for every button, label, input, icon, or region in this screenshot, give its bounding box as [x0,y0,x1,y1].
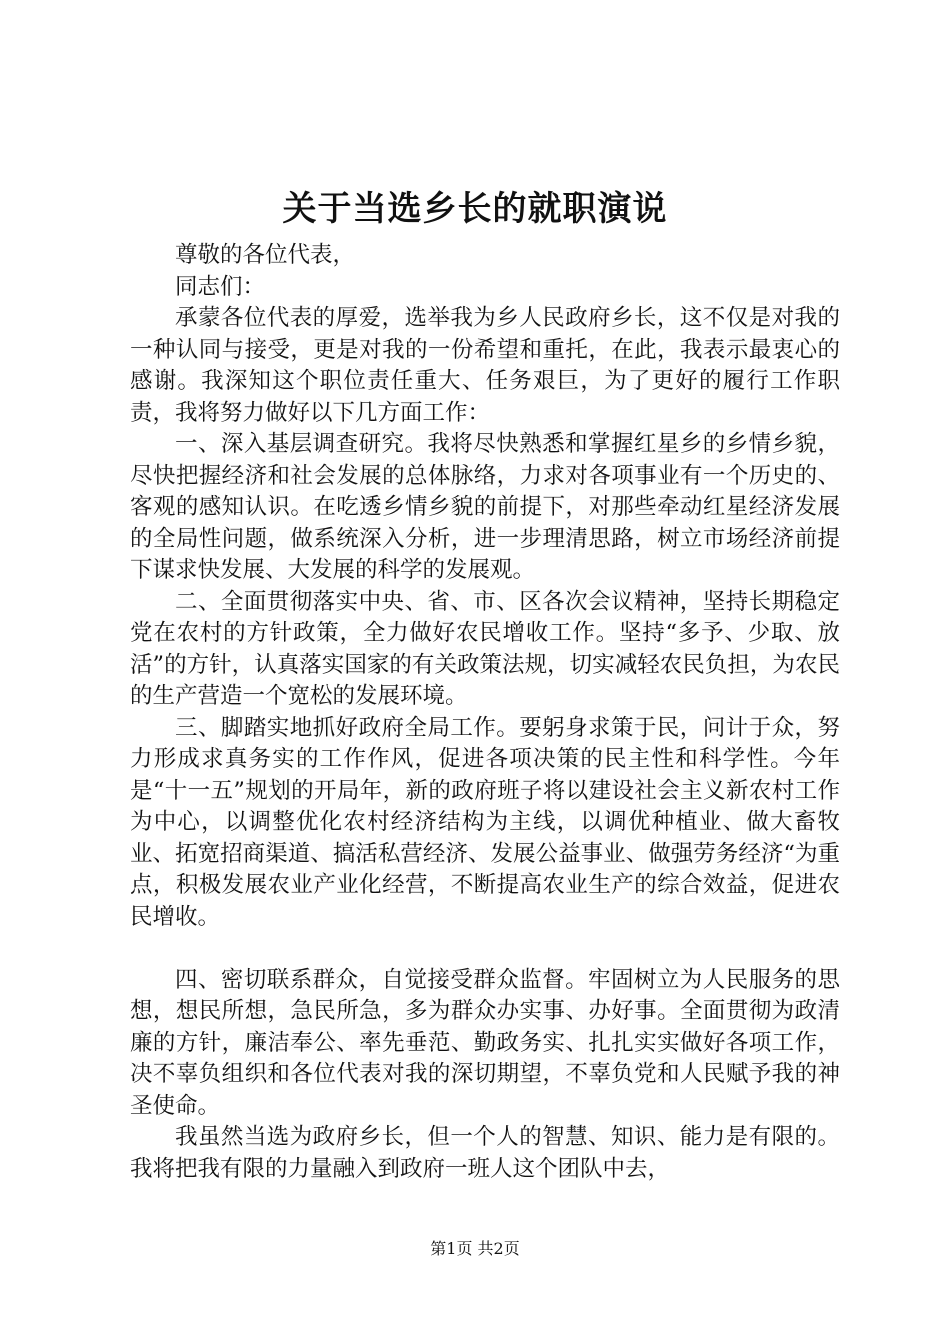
paragraph-point-2: 二、全面贯彻落实中央、省、市、区各次会议精神，坚持长期稳定党在农村的方针政策，全力做好农民增收工作。坚持“多予、少取、放活”的方针，认真落实国家的有关政策法规，切实减轻农民负担，为农民的生产营造一个宽松的发展环境。 [130,588,840,709]
paragraph-point-3: 三、脚踏实地抓好政府全局工作。要躬身求策于民，问计于众，努力形成求真务实的工作作风，促进各项决策的民主性和科学性。今年是“十一五”规划的开局年，新的政府班子将以建设社会主义新农村工作为中心，以调整优化农村经济结构为主线，以调优种植业、做大畜牧业、拓宽招商渠道、搞活私营经济、发展公益事业、做强劳务经济“为重点，积极发展农业产业化经营，不断提高农业生产的综合效益，促进农民增收。 [130,714,840,930]
document-body [130,240,840,1185]
page-number-footer: 第1页 共2页 [430,1239,520,1258]
salutation-line: 同志们： [175,273,266,300]
document-title: 关于当选乡长的就职演说 [282,189,668,229]
paragraph-point-1: 一、深入基层调查研究。我将尽快熟悉和掌握红星乡的乡情乡貌，尽快把握经济和社会发展的总体脉络，力求对各项事业有一个历史的、客观的感知认识。在吃透乡情乡貌的前提下，对那些牵动红星经济发展的全局性问题，做系统深入分析，进一步理清思路，树立市场经济前提下谋求快发展、大发展的科学的发展观。 [130,431,840,583]
paragraph-intro: 承蒙各位代表的厚爱，选举我为乡人民政府乡长，这不仅是对我的一种认同与接受，更是对我的一份希望和重托，在此，我表示最衷心的感谢。我深知这个职位责任重大、任务艰巨，为了更好的履行工作职责，我将努力做好以下几方面工作： [130,305,840,426]
salutation-line: 尊敬的各位代表， [175,242,356,268]
paragraph-point-4: 四、密切联系群众，自觉接受群众监督。牢固树立为人民服务的思想，想民所想，急民所急，多为群众办实事、办好事。全面贯彻为政清廉的方针，廉洁奉公、率先垂范、勤政务实、扎扎实实做好各项工作，决不辜负组织和各位代表对我的深切期望，不辜负党和人民赋予我的神圣使命。 [130,966,840,1119]
paragraph-closing: 我虽然当选为政府乡长，但一个人的智慧、知识、能力是有限的。我将把我有限的力量融入到政府一班人这个团队中去， [130,1124,840,1182]
